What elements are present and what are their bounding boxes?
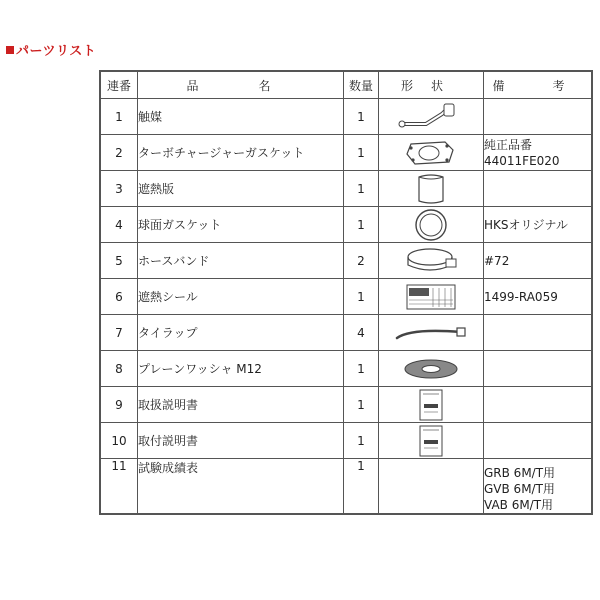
square-bullet-icon xyxy=(6,46,14,54)
table-row xyxy=(101,423,592,459)
row-shape xyxy=(379,171,484,207)
hose-band-icon xyxy=(402,245,460,277)
table-row xyxy=(101,459,592,514)
row-qty: 1 xyxy=(344,171,379,207)
row-name: 取付説明書 xyxy=(138,423,344,459)
row-shape xyxy=(379,279,484,315)
row-shape xyxy=(379,207,484,243)
parts-list-title: パーツリスト xyxy=(16,44,97,59)
row-note xyxy=(484,387,592,423)
row-qty: 1 xyxy=(344,207,379,243)
table-row xyxy=(101,243,592,279)
row-note xyxy=(484,99,592,135)
row-shape xyxy=(379,351,484,387)
row-note xyxy=(484,243,592,279)
manual-icon xyxy=(414,388,448,422)
row-no: 6 xyxy=(101,279,138,315)
row-shape xyxy=(379,387,484,423)
table-row xyxy=(101,99,592,135)
row-qty: 1 xyxy=(344,279,379,315)
row-name: ホースバンド xyxy=(138,243,344,279)
row-no: 3 xyxy=(101,171,138,207)
row-name: ターボチャージャーガスケット xyxy=(138,135,344,171)
table-row xyxy=(101,171,592,207)
row-note xyxy=(484,315,592,351)
row-no: 8 xyxy=(101,351,138,387)
row-qty: 1 xyxy=(344,459,379,514)
header-qty: 数量 xyxy=(344,72,379,99)
header-note-label: 備 考 xyxy=(492,78,583,93)
row-no: 7 xyxy=(101,315,138,351)
row-shape xyxy=(379,459,484,514)
row-shape xyxy=(379,99,484,135)
row-name: 球面ガスケット xyxy=(138,207,344,243)
row-qty: 1 xyxy=(344,351,379,387)
row-note-line: VAB 6M/T用 xyxy=(484,498,554,512)
row-note xyxy=(484,171,592,207)
row-note xyxy=(484,423,592,459)
heat-seal-icon xyxy=(403,282,459,312)
table-row xyxy=(101,207,592,243)
row-name: 試験成績表 xyxy=(138,459,344,514)
table-header-row xyxy=(101,72,592,99)
row-qty: 1 xyxy=(344,135,379,171)
catalyst-pipe-icon xyxy=(396,102,466,132)
header-name xyxy=(138,72,344,99)
row-no: 9 xyxy=(101,387,138,423)
row-no: 5 xyxy=(101,243,138,279)
row-shape xyxy=(379,243,484,279)
header-note xyxy=(484,72,592,99)
table-row xyxy=(101,387,592,423)
row-no: 2 xyxy=(101,135,138,171)
header-name-label: 品 名 xyxy=(186,78,295,93)
row-shape xyxy=(379,315,484,351)
row-qty: 1 xyxy=(344,99,379,135)
row-name: プレーンワッシャ M12 xyxy=(138,351,344,387)
row-no: 1 xyxy=(101,99,138,135)
turbo-gasket-icon xyxy=(401,138,461,168)
row-note-line: 1499-RA059 xyxy=(484,289,558,304)
row-note-line: 44011FE020 xyxy=(484,153,560,168)
parts-list-heading xyxy=(6,40,96,59)
row-qty: 4 xyxy=(344,315,379,351)
table-row xyxy=(101,351,592,387)
header-no: 連番 xyxy=(101,72,138,99)
row-no: 11 xyxy=(101,459,138,514)
row-name: タイラップ xyxy=(138,315,344,351)
ring-gasket-icon xyxy=(411,208,451,242)
row-name: 取扱説明書 xyxy=(138,387,344,423)
row-note xyxy=(484,459,592,514)
row-note-line: GRB 6M/T用 xyxy=(484,466,556,480)
row-no: 4 xyxy=(101,207,138,243)
header-shape-label: 形状 xyxy=(400,78,461,93)
table-row xyxy=(101,135,592,171)
table-row xyxy=(101,315,592,351)
row-note xyxy=(484,207,592,243)
table-row xyxy=(101,279,592,315)
row-shape xyxy=(379,135,484,171)
row-note-line: #72 xyxy=(484,253,510,268)
row-note-line: GVB 6M/T用 xyxy=(484,482,555,496)
row-note-line: HKSオリジナル xyxy=(484,217,568,232)
row-qty: 2 xyxy=(344,243,379,279)
install-manual-icon xyxy=(414,424,448,458)
washer-icon xyxy=(401,357,461,381)
row-name: 遮熱版 xyxy=(138,171,344,207)
row-note-line: 純正品番 xyxy=(484,137,533,152)
cable-tie-icon xyxy=(391,322,471,344)
row-qty: 1 xyxy=(344,387,379,423)
row-name: 触媒 xyxy=(138,99,344,135)
row-shape xyxy=(379,423,484,459)
row-note xyxy=(484,279,592,315)
row-note xyxy=(484,351,592,387)
header-shape xyxy=(379,72,484,99)
parts-table xyxy=(100,71,592,514)
row-name: 遮熱シール xyxy=(138,279,344,315)
row-qty: 1 xyxy=(344,423,379,459)
heat-shield-icon xyxy=(411,173,451,205)
row-note xyxy=(484,135,592,171)
row-no: 10 xyxy=(101,423,138,459)
